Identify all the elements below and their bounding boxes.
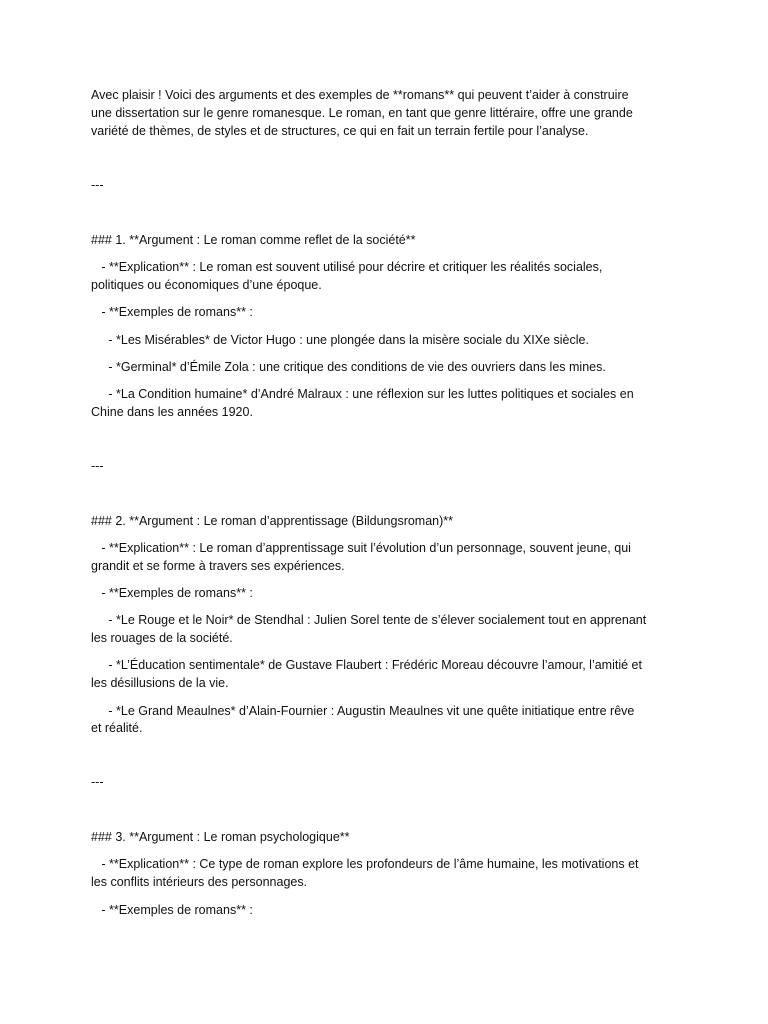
intro-line-3: variété de thèmes, de styles et de structures, ce qui en fait un terrain fertile pour l’analyse. bbox=[91, 124, 589, 138]
section-3-examples-label: - **Exemples de romans** : bbox=[91, 903, 253, 917]
section-1-example-3-line-1: - *La Condition humaine* d’André Malraux : une réflexion sur les luttes politiques et sociales en bbox=[91, 387, 634, 401]
section-1-heading: ### 1. **Argument : Le roman comme reflet de la société** bbox=[91, 233, 416, 247]
section-2-example-3-line-1: - *Le Grand Meaulnes* d’Alain-Fournier : Augustin Meaulnes vit une quête initiatique entre rêve bbox=[91, 704, 635, 718]
section-2-explanation-line-1: - **Explication** : Le roman d’apprentissage suit l’évolution d’un personnage, souvent jeune, qui bbox=[91, 541, 631, 555]
section-2-example-1-line-1: - *Le Rouge et le Noir* de Stendhal : Julien Sorel tente de s’élever socialement tout en apprenant bbox=[91, 613, 647, 627]
intro-line-1: Avec plaisir ! Voici des arguments et des exemples de **romans** qui peuvent t’aider à construire bbox=[91, 88, 629, 102]
section-3-explanation-line-1: - **Explication** : Ce type de roman explore les profondeurs de l’âme humaine, les motivations et bbox=[91, 857, 639, 871]
section-2-examples-label: - **Exemples de romans** : bbox=[91, 586, 253, 600]
section-1-example-2: - *Germinal* d’Émile Zola : une critique des conditions de vie des ouvriers dans les mines. bbox=[91, 360, 606, 374]
section-2-explanation-line-2: grandit et se forme à travers ses expériences. bbox=[91, 559, 345, 573]
section-1-explanation-line-2: politiques ou économiques d’une époque. bbox=[91, 278, 322, 292]
section-2-example-2-line-2: les désillusions de la vie. bbox=[91, 676, 229, 690]
section-1-example-3-line-2: Chine dans les années 1920. bbox=[91, 405, 253, 419]
intro-line-2: une dissertation sur le genre romanesque. Le roman, en tant que genre littéraire, offre une grande bbox=[91, 106, 633, 120]
separator-3: --- bbox=[91, 775, 104, 789]
section-1-examples-label: - **Exemples de romans** : bbox=[91, 305, 253, 319]
section-3-heading: ### 3. **Argument : Le roman psychologique** bbox=[91, 830, 350, 844]
separator-1: --- bbox=[91, 178, 104, 192]
section-1-explanation-line-1: - **Explication** : Le roman est souvent utilisé pour décrire et critiquer les réalités sociales, bbox=[91, 260, 603, 274]
section-2-heading: ### 2. **Argument : Le roman d’apprentissage (Bildungsroman)** bbox=[91, 514, 454, 528]
section-2-example-2-line-1: - *L’Éducation sentimentale* de Gustave Flaubert : Frédéric Moreau découvre l’amour, l’amitié et bbox=[91, 658, 642, 672]
separator-2: --- bbox=[91, 459, 104, 473]
section-1-example-1: - *Les Misérables* de Victor Hugo : une plongée dans la misère sociale du XIXe siècle. bbox=[91, 333, 589, 347]
section-3-explanation-line-2: les conflits intérieurs des personnages. bbox=[91, 875, 308, 889]
section-2-example-1-line-2: les rouages de la société. bbox=[91, 631, 233, 645]
section-2-example-3-line-2: et réalité. bbox=[91, 721, 143, 735]
